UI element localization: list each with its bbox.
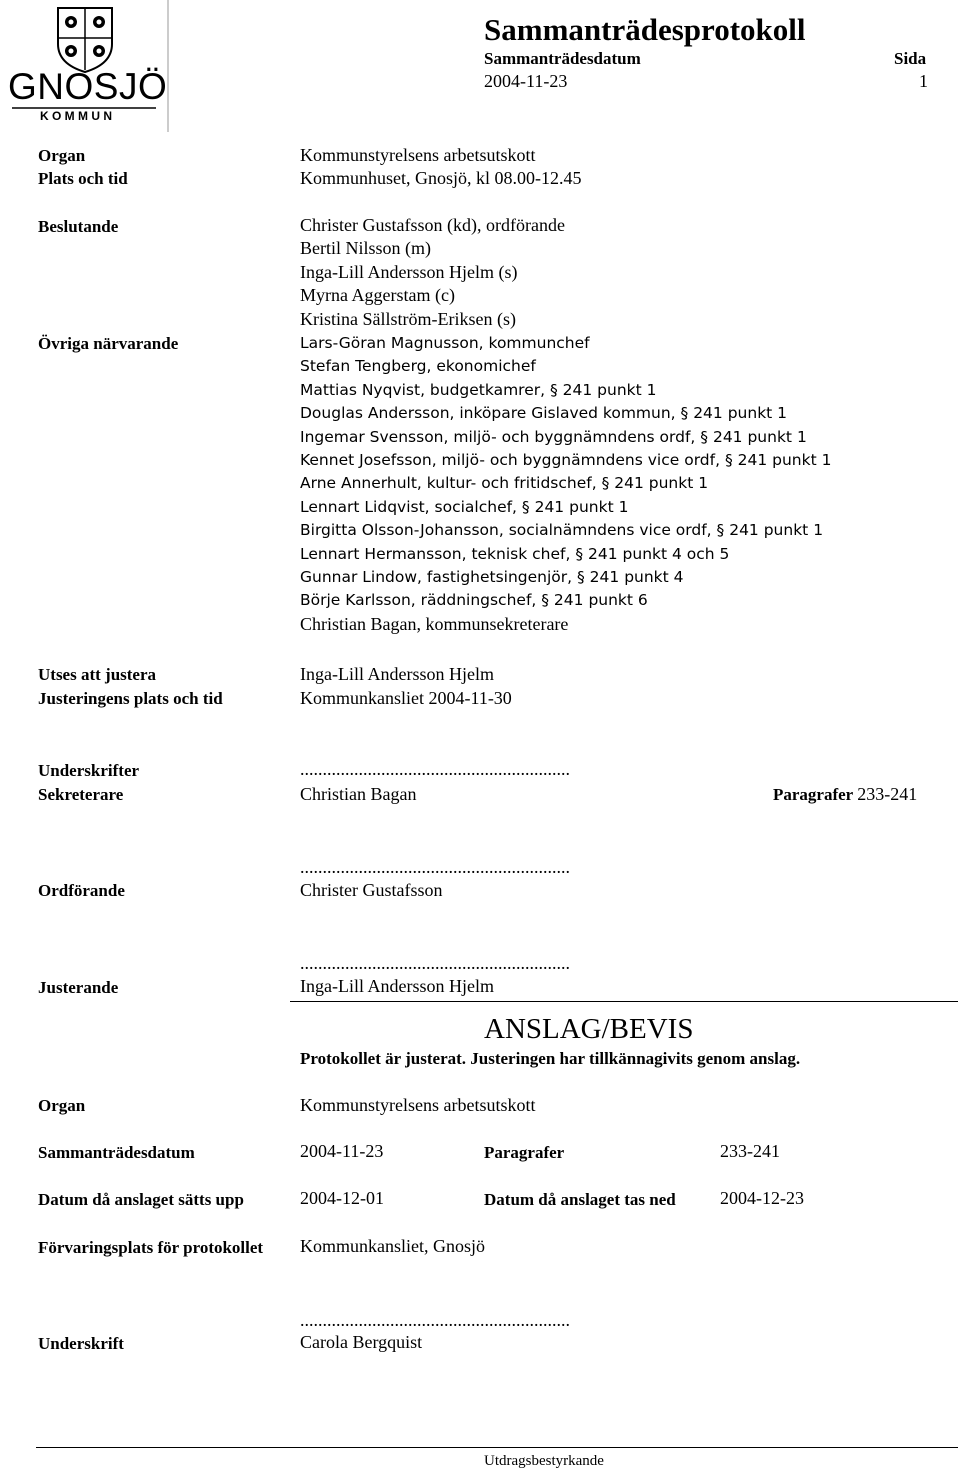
- others-present-label: Övriga närvarande: [38, 334, 179, 353]
- signature-line: ............................................................: [300, 1310, 570, 1330]
- meeting-date-label: Sammanträdesdatum: [484, 49, 641, 68]
- organ-label: Organ: [38, 146, 86, 165]
- posted-date-label: Datum då anslaget sätts upp: [38, 1190, 244, 1209]
- decision-maker: Myrna Aggerstam (c): [300, 285, 455, 306]
- logo-brand: GNOSJÖ: [8, 66, 168, 107]
- attendee: Stefan Tengberg, ekonomichef: [300, 357, 536, 376]
- place-label: Plats och tid: [38, 169, 128, 188]
- organ-value: Kommunstyrelsens arbetsutskott: [300, 145, 536, 165]
- logo-subtitle: K O M M U N: [40, 109, 112, 123]
- adjustment-place-value: Kommunkansliet 2004-11-30: [300, 688, 512, 708]
- decision-maker: Bertil Nilsson (m): [300, 238, 431, 259]
- meeting-date: 2004-11-23: [484, 71, 568, 91]
- decision-makers-list: [300, 214, 565, 331]
- attendee: Gunnar Lindow, fastighetsingenjör, § 241 punkt 4: [300, 568, 684, 587]
- footer-divider: [36, 1447, 958, 1448]
- adjuster-appointed-value: Inga-Lill Andersson Hjelm: [300, 664, 494, 684]
- signature-line: ............................................................: [300, 857, 570, 877]
- removed-date-label: Datum då anslaget tas ned: [484, 1190, 676, 1209]
- page-label: Sida: [894, 49, 927, 68]
- signature-line: ............................................................: [300, 759, 570, 779]
- notice-organ-label: Organ: [38, 1096, 86, 1115]
- notice-organ-value: Kommunstyrelsens arbetsutskott: [300, 1095, 536, 1115]
- attendee: Lennart Hermansson, teknisk chef, § 241 punkt 4 och 5: [300, 544, 730, 563]
- decision-maker: Inga-Lill Andersson Hjelm (s): [300, 261, 518, 282]
- notice-paragraphs-label: Paragrafer: [484, 1143, 565, 1162]
- paragraphs-label: Paragrafer: [773, 785, 854, 804]
- adjuster-name: Inga-Lill Andersson Hjelm: [300, 976, 494, 996]
- notice-date-value: 2004-11-23: [300, 1141, 384, 1161]
- removed-date-value: 2004-12-23: [720, 1188, 804, 1208]
- decision-maker: Kristina Sällström-Eriksen (s): [300, 308, 516, 329]
- others-present-list: [300, 332, 831, 636]
- notice-title: ANSLAG/BEVIS: [484, 1013, 694, 1045]
- signature-label: Underskrift: [38, 1334, 124, 1353]
- attendee: Mattias Nyqvist, budgetkamrer, § 241 punkt 1: [300, 380, 657, 399]
- storage-label: Förvaringsplats för protokollet: [38, 1238, 264, 1257]
- document-title: Sammanträdesprotokoll: [484, 12, 806, 47]
- adjuster-label: Justerande: [38, 978, 119, 997]
- posted-date-value: 2004-12-01: [300, 1188, 384, 1208]
- footer-text: Utdragsbestyrkande: [484, 1453, 604, 1469]
- paragraphs-field: [773, 784, 917, 805]
- attendee: Lars-Göran Magnusson, kommunchef: [300, 334, 590, 352]
- signature-line: ............................................................: [300, 953, 570, 973]
- chair-name: Christer Gustafsson: [300, 880, 443, 900]
- place-value: Kommunhuset, Gnosjö, kl 08.00-12.45: [300, 168, 582, 188]
- signatures-label: Underskrifter: [38, 761, 140, 780]
- chair-label: Ordförande: [38, 881, 125, 900]
- secretary-label: Sekreterare: [38, 785, 124, 804]
- notice-paragraphs-value: 233-241: [720, 1141, 780, 1161]
- attendee: Börje Karlsson, räddningschef, § 241 punkt 6: [300, 591, 648, 610]
- municipality-logo: [0, 0, 170, 132]
- notice-subtitle: Protokollet är justerat. Justeringen har tillkännagivits genom anslag.: [300, 1049, 801, 1068]
- attendee: Arne Annerhult, kultur- och fritidschef, § 241 punkt 1: [300, 474, 709, 493]
- storage-value: Kommunkansliet, Gnosjö: [300, 1236, 485, 1256]
- decision-makers-label: Beslutande: [38, 217, 119, 236]
- adjuster-appointed-label: Utses att justera: [38, 665, 157, 684]
- attendee: Birgitta Olsson-Johansson, socialnämndens vice ordf, § 241 punkt 1: [300, 521, 824, 540]
- decision-maker: Christer Gustafsson (kd), ordförande: [300, 215, 565, 235]
- section-divider: [290, 1001, 958, 1002]
- notice-date-label: Sammanträdesdatum: [38, 1143, 195, 1162]
- attendee: Lennart Lidqvist, socialchef, § 241 punkt 1: [300, 497, 629, 516]
- attendee: Ingemar Svensson, miljö- och byggnämndens ordf, § 241 punkt 1: [300, 427, 807, 446]
- signer-name: Carola Bergquist: [300, 1332, 423, 1352]
- adjustment-place-label: Justeringens plats och tid: [38, 689, 223, 708]
- secretary-name: Christian Bagan: [300, 784, 417, 804]
- attendee: Douglas Andersson, inköpare Gislaved kommun, § 241 punkt 1: [300, 404, 788, 423]
- paragraphs-value: 233-241: [857, 784, 918, 804]
- page-number: 1: [919, 71, 928, 91]
- attendee: Christian Bagan, kommunsekreterare: [300, 613, 569, 634]
- attendee: Kennet Josefsson, miljö- och byggnämndens vice ordf, § 241 punkt 1: [300, 451, 832, 470]
